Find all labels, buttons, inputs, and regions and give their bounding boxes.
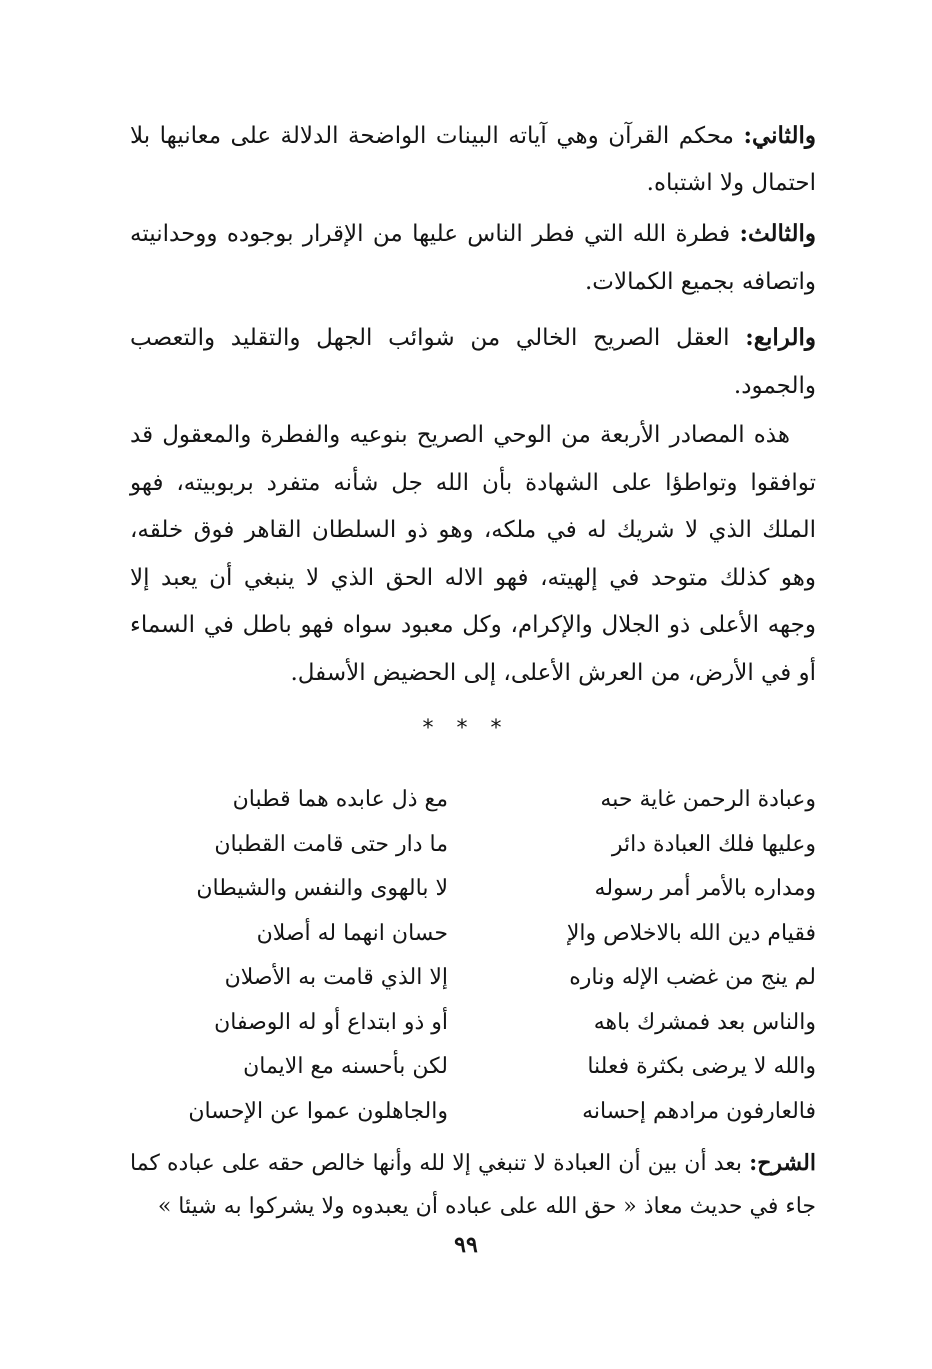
paragraph-third-source <box>130 210 816 306</box>
poem-verse <box>130 956 816 1001</box>
verse-first-hemistich: فقيام دين الله بالاخلاص والإ <box>566 920 816 946</box>
verse-second-hemistich: لا بالهوى والنفس والشيطان <box>196 876 448 901</box>
term-fourth: والرابع: <box>745 324 816 351</box>
term-second: والثاني: <box>743 122 816 149</box>
paragraph-fourth-text: العقل الصريح الخالي من شوائب الجهل والتقليد والتعصب والجمود. <box>130 325 816 399</box>
poem-verse <box>130 778 816 823</box>
paragraph-summary: هذه المصادر الأربعة من الوحي الصريح بنوعيه والفطرة والمعقول قد توافقوا وتواطؤا على الشهادة بأن الله جل شأنه متفرد بربوبيته، فهو الملك الذي لا شريك له في ملكه، وهو ذو السلطان القاهر فوق خلقه، وهو كذلك متوحد في إلهيته، فهو الاله الحق الذي لا ينبغي أن يعبد إلا وجهه الأعلى ذو الجلال والإكرام، وكل معبود سواه فهو باطل في السماء أو في الأرض، من العرش الأعلى، إلى الحضيض الأسفل. <box>130 422 816 686</box>
commentary-term: الشرح: <box>749 1150 816 1176</box>
commentary-paragraph <box>130 1142 816 1228</box>
verse-second-hemistich: إلا الذي قامت به الأصلان <box>224 965 448 990</box>
verse-first-hemistich: وعليها فلك العبادة دائر <box>611 831 816 857</box>
verse-second-hemistich: حسان انهما له أصلان <box>256 920 448 946</box>
paragraph-third-text: فطرة الله التي فطر الناس عليها من الإقرار بوجوده ووحدانيته واتصافه بجميع الكمالات. <box>130 221 816 295</box>
verse-first-hemistich: والناس بعد فمشرك باهه <box>593 1009 816 1035</box>
paragraph-second-source <box>130 112 816 207</box>
verse-second-hemistich: والجاهلون عموا عن الإحسان <box>188 1098 448 1124</box>
verse-first-hemistich: ومداره بالأمر أمر رسوله <box>594 876 816 901</box>
page-number: ٩٩ <box>454 1232 478 1258</box>
commentary-text: بعد أن بين أن العبادة لا تنبغي إلا لله وأنها خالص حقه على عباده كما جاء في حديث معاذ « حق الله على عباده أن يعبدوه ولا يشركوا به شيئا » <box>130 1151 816 1219</box>
verse-first-hemistich: وعبادة الرحمن غاية حبه <box>600 787 816 812</box>
poem-verse <box>130 1090 816 1135</box>
term-third: والثالث: <box>739 220 816 247</box>
poem-verse <box>130 867 816 912</box>
paragraph-fourth-source <box>130 314 816 410</box>
verse-first-hemistich: فالعارفون مرادهم إحسانه <box>582 1098 816 1124</box>
section-separator: * * * <box>422 716 510 741</box>
poem-verse <box>130 912 816 957</box>
poem-verse <box>130 1001 816 1046</box>
poem <box>130 778 816 1134</box>
verse-second-hemistich: ما دار حتى قامت القطبان <box>214 831 448 857</box>
poem-verse <box>130 1045 816 1090</box>
verse-second-hemistich: مع ذل عابده هما قطبان <box>232 787 448 812</box>
verse-second-hemistich: أو ذو ابتداع أو له الوصفان <box>214 1009 448 1035</box>
poem-verse <box>130 823 816 868</box>
verse-second-hemistich: لكن بأحسنه مع الايمان <box>243 1054 448 1079</box>
verse-first-hemistich: لم ينج من غضب الإله وناره <box>569 965 816 990</box>
paragraph-second-text: محكم القرآن وهي آياته البينات الواضحة الدلالة على معانيها بلا احتمال ولا اشتباه. <box>130 123 816 196</box>
verse-first-hemistich: والله لا يرضى بكثرة فعلنا <box>587 1054 816 1079</box>
